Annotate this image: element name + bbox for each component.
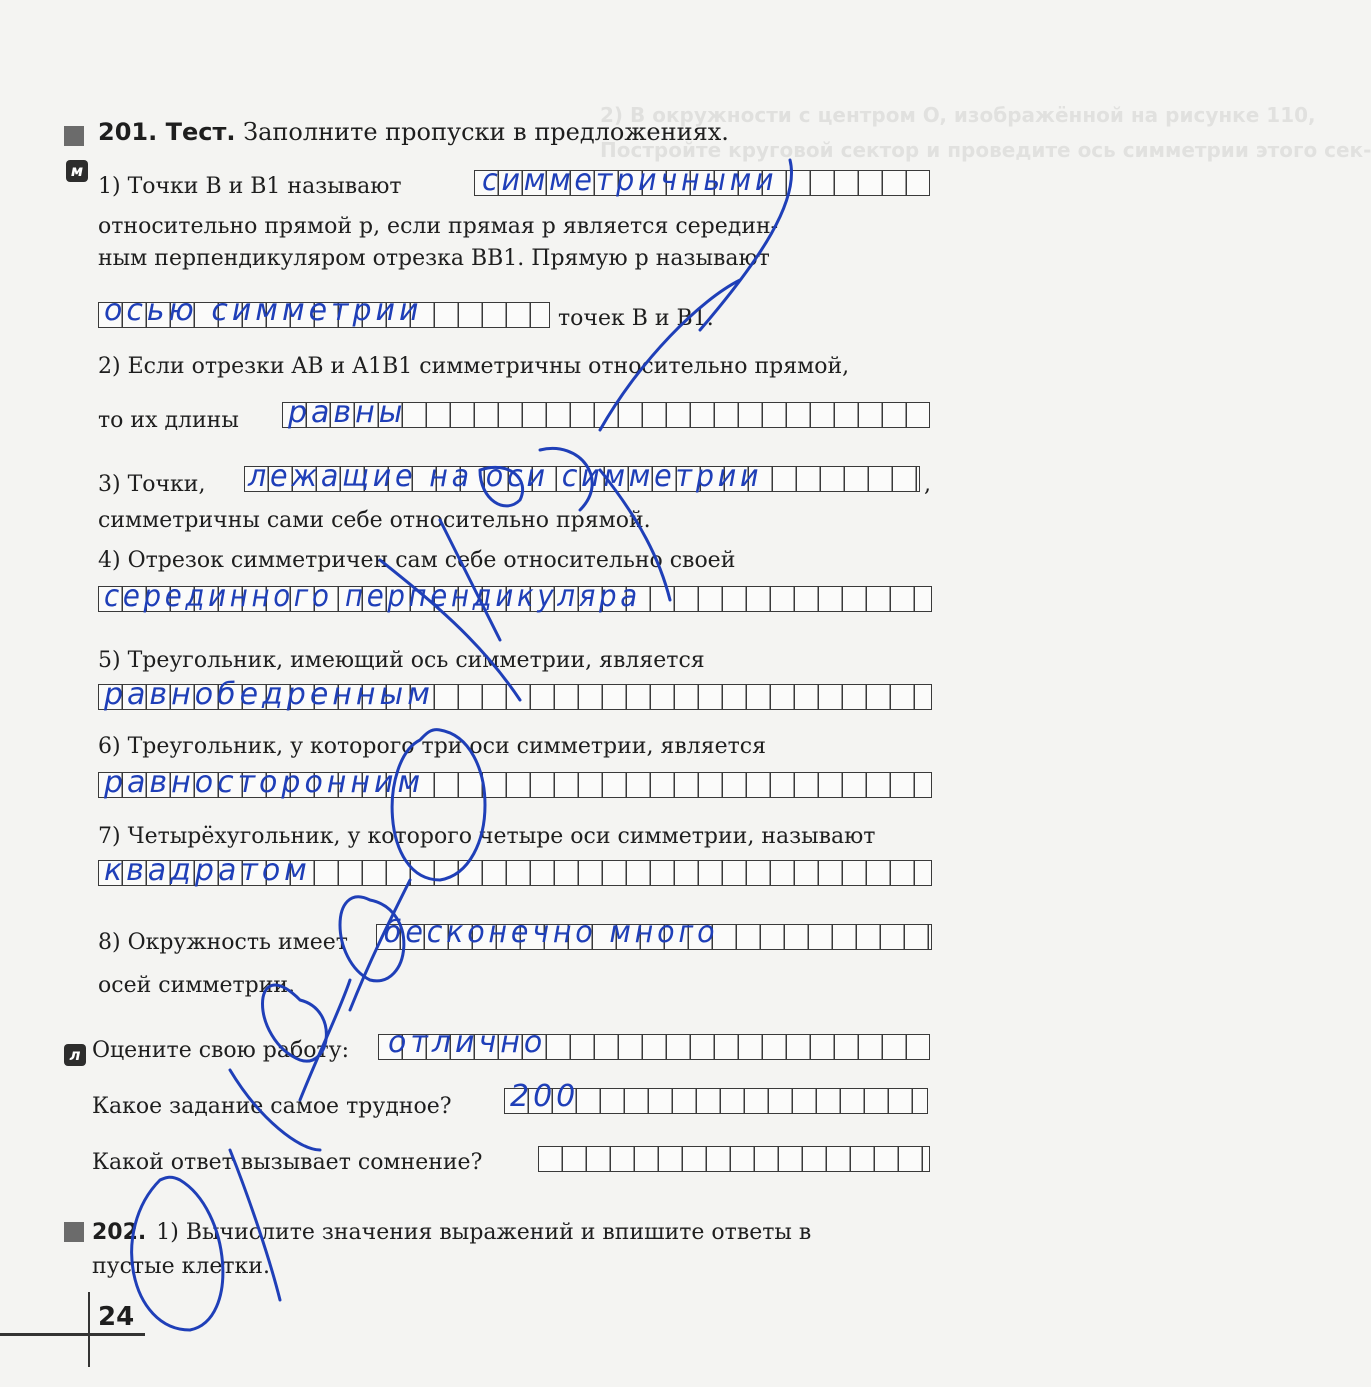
task-202-text: 1) Вычислите значения выражений и впишите ответы в [156,1220,812,1245]
q1-line1: 1) Точки B и B1 называют [98,174,402,199]
q3-line1: 3) Точки, [98,472,206,497]
task-202-marker-square [64,1222,84,1242]
q4-line1: 4) Отрезок симметричен сам себе относительно своей [98,548,736,573]
q1-answer2-handwriting: осью симметрии [104,293,423,328]
doubt-answer-field[interactable] [538,1146,930,1172]
badge-m-icon: м [66,160,88,182]
q1-tail: точек B и B1. [558,306,714,331]
task-202-line2: пустые клетки. [92,1254,270,1279]
bleed-line-1: 2) В окружности с центром O, изображённой на рисунке 110, [600,103,1316,127]
doubt-question: Какой ответ вызывает сомнение? [92,1150,483,1175]
q2-line2: то их длины [98,408,239,433]
q6-answer-handwriting: равносторонним [104,765,425,800]
task-202-number: 202. [92,1220,147,1245]
q8-line2: осей симметрии. [98,973,296,998]
bleed-line-2: Постройте круговой сектор и проведите ось симметрии этого сек- [600,138,1371,162]
rate-answer-handwriting: отлично [388,1025,547,1060]
q3-answer-handwriting: лежащие на оси симметрии [248,459,763,494]
q1-line3: ным перпендикуляром отрезка BB1. Прямую p называют [98,246,770,271]
q2-line1: 2) Если отрезки AB и A1B1 симметричны относительно прямой, [98,354,850,379]
q6-line1: 6) Треугольник, у которого три оси симметрии, является [98,734,766,759]
badge-l-icon: л [64,1044,86,1066]
q7-answer-handwriting: квадратом [104,853,311,888]
q2-answer-handwriting: равны [288,395,407,430]
hardest-answer-handwriting: 200 [510,1079,580,1114]
page-number: 24 [98,1302,135,1332]
q7-line1: 7) Четырёхугольник, у которого четыре оси симметрии, называют [98,824,876,849]
rate-question: Оцените свою работу: [92,1038,350,1063]
q8-answer-handwriting: бесконечно много [384,915,719,950]
q1-line2: относительно прямой p, если прямая p является середин- [98,214,779,239]
q5-line1: 5) Треугольник, имеющий ось симметрии, является [98,648,705,673]
q3-line2: симметричны сами себе относительно прямой. [98,508,651,533]
q5-answer-handwriting: равнобедренным [104,677,434,712]
q8-line1: 8) Окружность имеет [98,930,348,955]
task-202-line1 [92,1222,928,1244]
hardest-question: Какое задание самое трудное? [92,1094,452,1119]
task-201-instruction: Заполните пропуски в предложениях. [243,118,729,146]
task-201-header [98,120,729,144]
task-201-number: 201. Тест. [98,118,236,146]
task-marker-square [64,126,84,146]
q4-answer-handwriting: серединного перпендикуляра [104,579,641,614]
footer-vertical-rule [88,1292,90,1367]
q3-comma: , [924,472,931,497]
q1-answer1-handwriting: симметричными [482,163,778,198]
footer-rule [0,1333,145,1336]
